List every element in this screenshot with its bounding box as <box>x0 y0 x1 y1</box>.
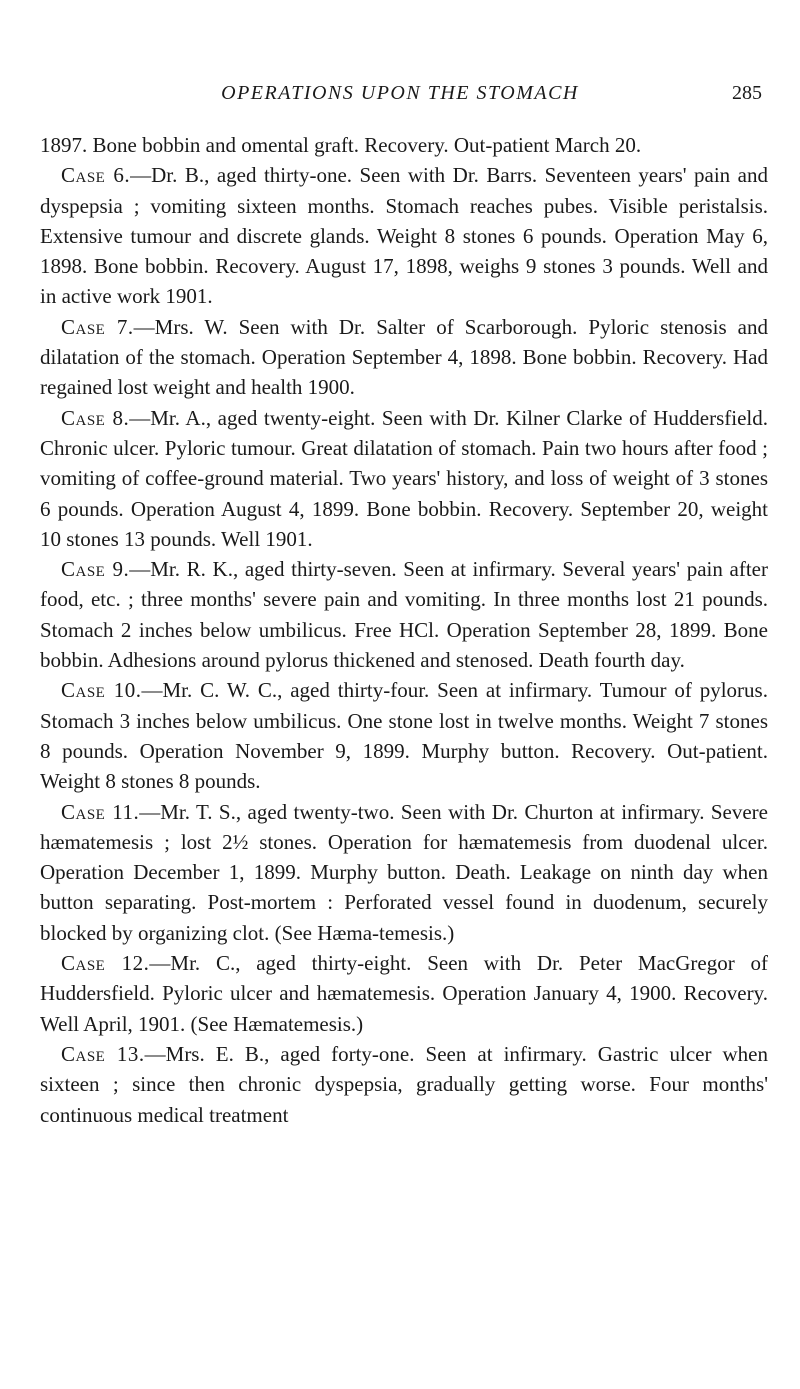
case-label: Case 10. <box>61 678 142 703</box>
case-7-paragraph <box>40 312 768 403</box>
paragraph-continuation <box>40 130 768 160</box>
paragraph-text: —Dr. B., aged thirty-one. Seen with Dr. Barrs. Seventeen years' pain and dyspepsia ; vomiting sixteen months. Stomach reaches pubes. Visible peristalsis. Extensive tumour and discrete glands. Weight 8 stones 6 pounds. Operation May 6, 1898. Bone bobbin. Recovery. August 17, 1898, weighs 9 stones 3 pounds. Well and in active work 1901. <box>40 163 768 309</box>
case-label: Case 6. <box>61 163 131 188</box>
case-13-paragraph <box>40 1039 768 1130</box>
page-number: 285 <box>732 82 762 104</box>
paragraph-text: 1897. Bone bobbin and omental graft. Recovery. Out-patient March 20. <box>40 133 642 157</box>
case-12-paragraph <box>40 948 768 1039</box>
case-8-paragraph <box>40 403 768 554</box>
case-10-paragraph <box>40 675 768 796</box>
paragraph-text: —Mrs. E. B., aged forty-one. Seen at infirmary. Gastric ulcer when sixteen ; since then chronic dyspepsia, gradually getting worse. Four months' continuous medical treatment <box>40 1041 768 1127</box>
case-11-paragraph <box>40 797 768 948</box>
case-label: Case 13. <box>61 1041 145 1066</box>
running-title: OPERATIONS UPON THE STOMACH <box>221 82 579 104</box>
paragraph-text: —Mrs. W. Seen with Dr. Salter of Scarborough. Pyloric stenosis and dilatation of the stomach. Operation September 4, 1898. Bone bobbin. Recovery. Had regained lost weight and health 1900. <box>40 314 768 400</box>
paragraph-text: —Mr. T. S., aged twenty-two. Seen with Dr. Churton at infirmary. Severe hæmatemesis ; lost 2½ stones. Operation for hæmatemesis from duodenal ulcer. Operation December 1, 1899. Murphy button. Death. Leakage on ninth day when button separating. Post-mortem : Perforated vessel found in duodenum, securely blocked by organizing clot. (See Hæma-temesis.) <box>40 799 768 945</box>
case-label: Case 11. <box>61 799 140 824</box>
case-6-paragraph <box>40 160 768 311</box>
paragraph-text: —Mr. A., aged twenty-eight. Seen with Dr. Kilner Clarke of Huddersfield. Chronic ulcer. Pyloric tumour. Great dilatation of stomach. Pain two hours after food ; vomiting of coffee-ground material. Two years' history, and loss of weight of 3 stones 6 pounds. Operation August 4, 1899. Bone bobbin. Recovery. September 20, weight 10 stones 13 pounds. Well 1901. <box>40 405 768 551</box>
case-label: Case 8. <box>61 405 130 430</box>
case-label: Case 7. <box>61 314 134 339</box>
paragraph-text: —Mr. C. W. C., aged thirty-four. Seen at infirmary. Tumour of pylorus. Stomach 3 inches below umbilicus. One stone lost in twelve months. Weight 7 stones 8 pounds. Operation November 9, 1899. Murphy button. Recovery. Out-patient. Weight 8 stones 8 pounds. <box>40 678 768 794</box>
case-9-paragraph <box>40 554 768 675</box>
paragraph-text: —Mr. C., aged thirty-eight. Seen with Dr. Peter MacGregor of Huddersfield. Pyloric ulcer and hæmatemesis. Operation January 4, 1900. Recovery. Well April, 1901. (See Hæmatemesis.) <box>40 951 768 1036</box>
body-text <box>40 130 768 1130</box>
case-label: Case 12. <box>61 951 150 976</box>
running-header <box>0 82 800 112</box>
case-label: Case 9. <box>61 557 130 582</box>
paragraph-text: —Mr. R. K., aged thirty-seven. Seen at infirmary. Several years' pain after food, etc. ; three months' severe pain and vomiting. In three months lost 21 pounds. Stomach 2 inches below umbilicus. Free HCl. Operation September 28, 1899. Bone bobbin. Adhesions around pylorus thickened and stenosed. Death fourth day. <box>40 557 768 673</box>
